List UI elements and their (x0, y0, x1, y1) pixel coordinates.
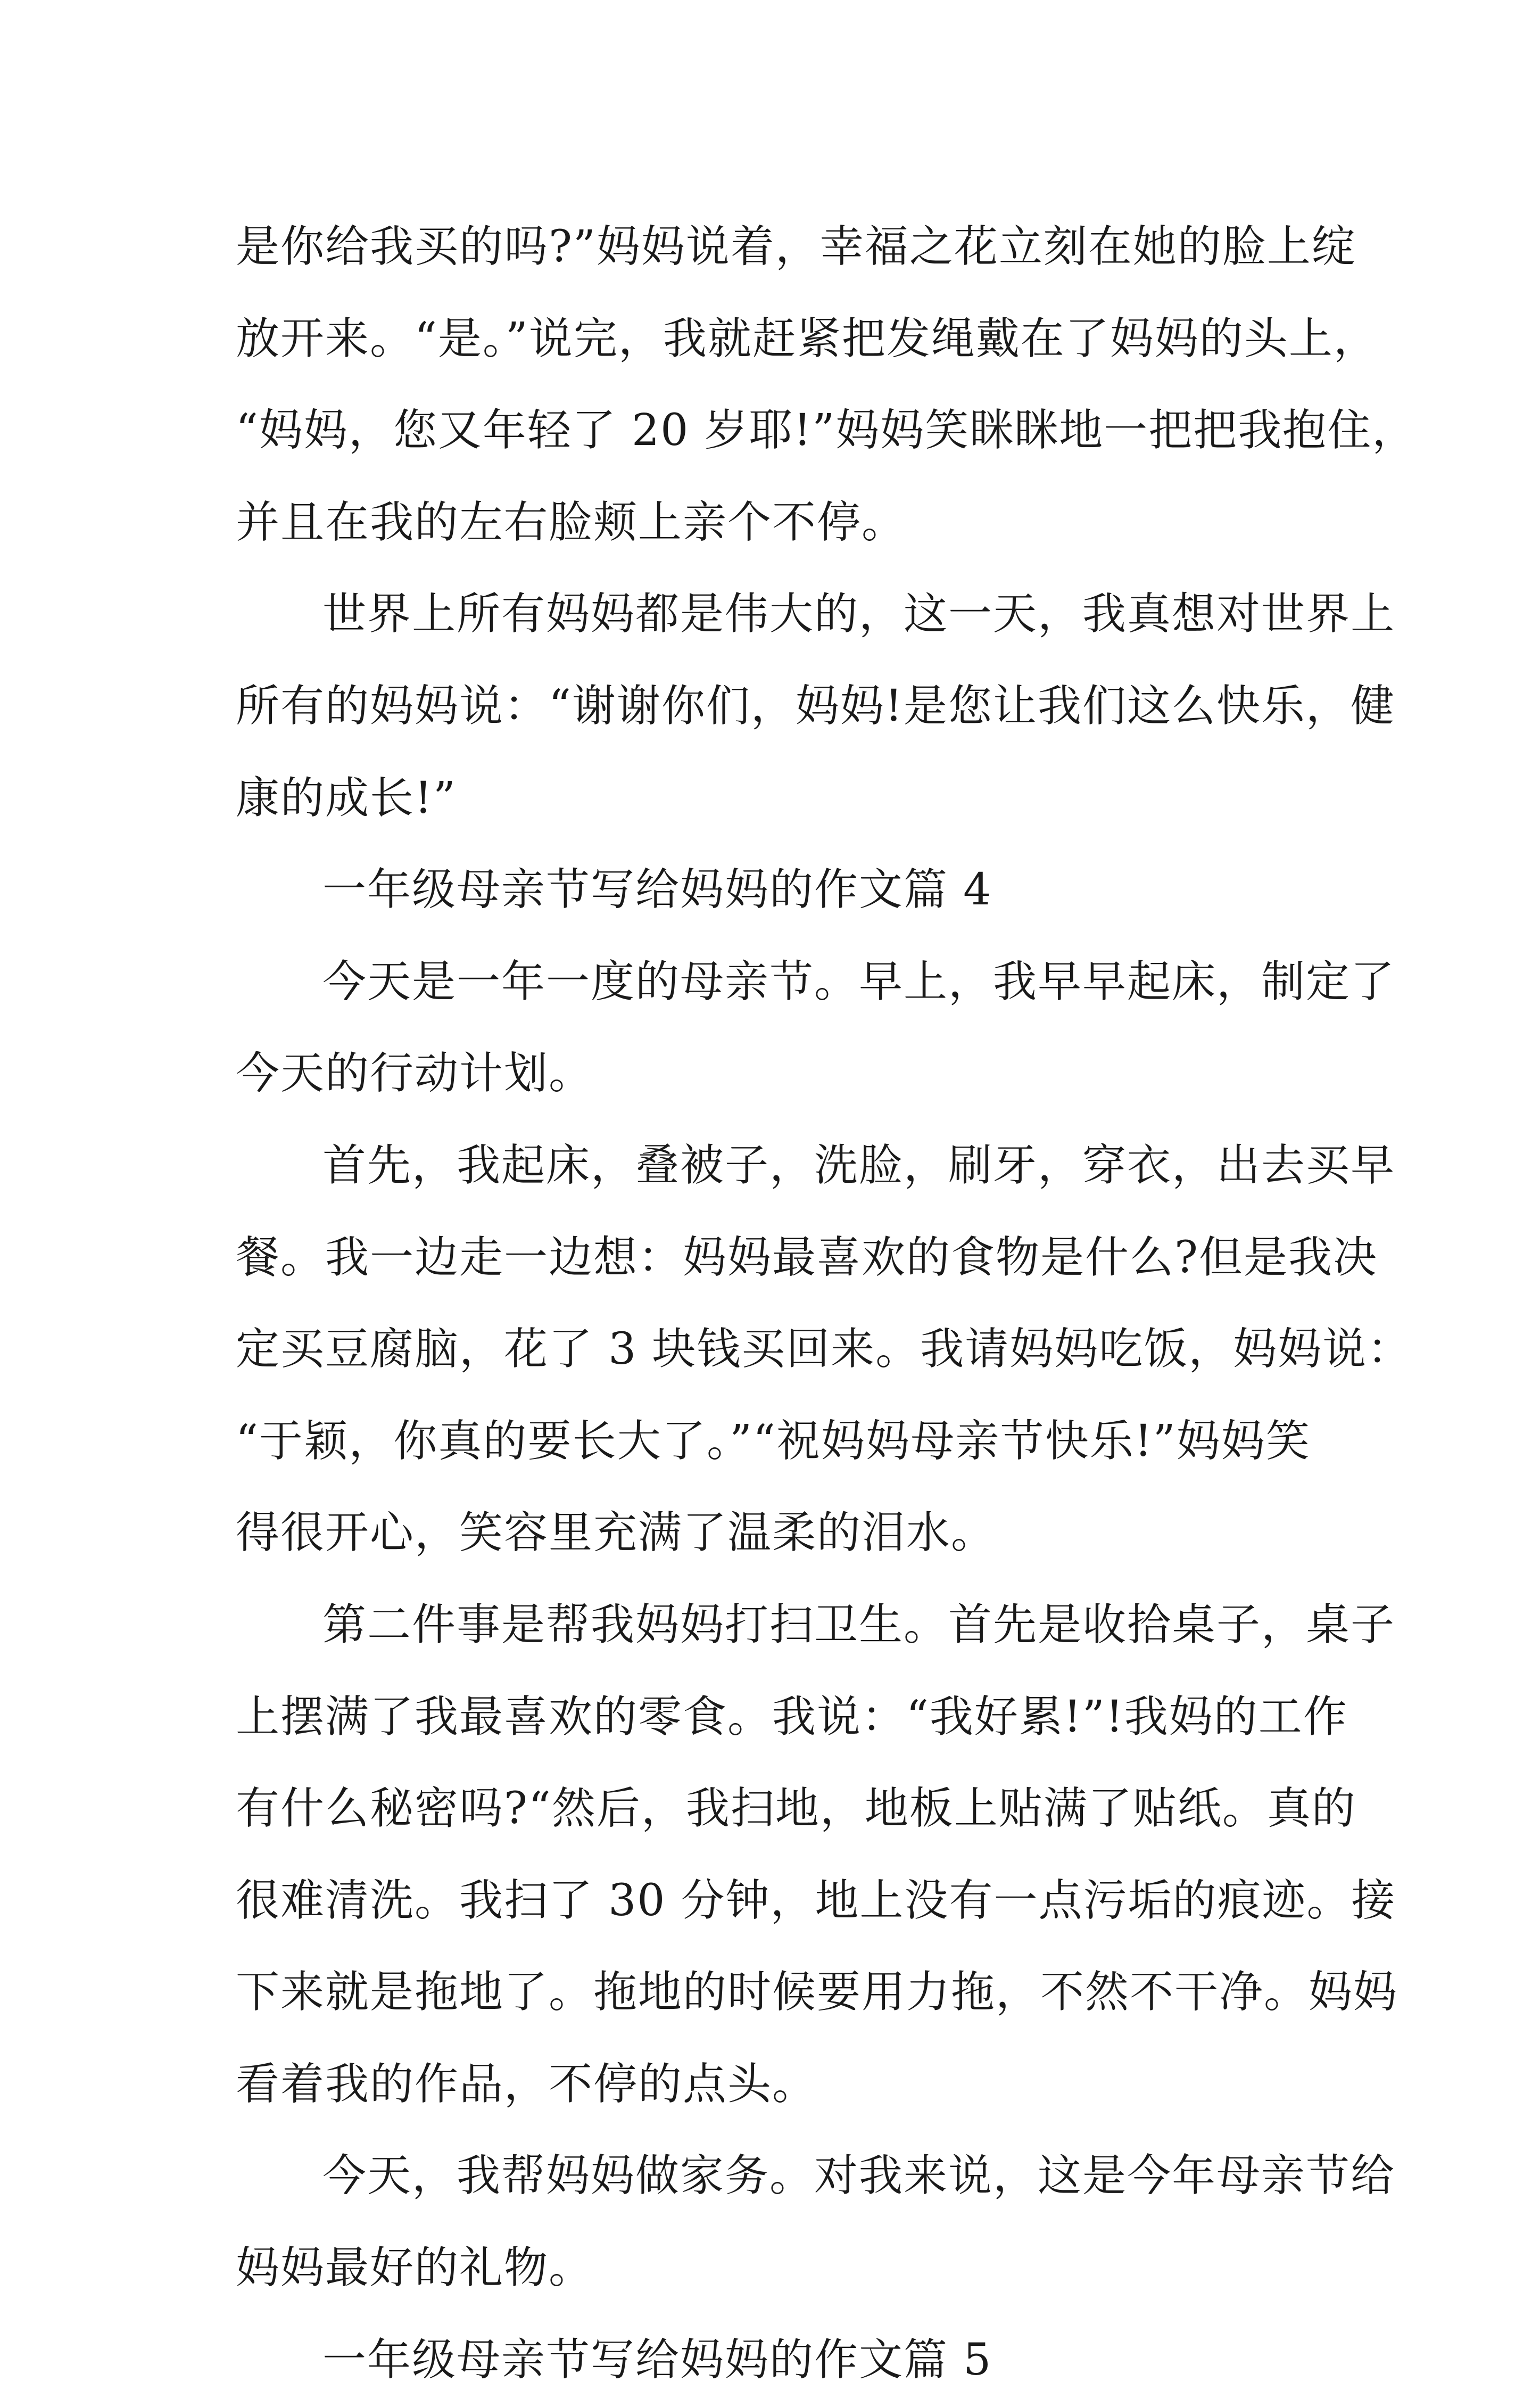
text-line: 定买豆腐脑，花了 3 块钱买回来。我请妈妈吃饭，妈妈说： (236, 1324, 1412, 1375)
text-line: “妈妈，您又年轻了 20 岁耶!”妈妈笑眯眯地一把把我抱住， (236, 405, 1417, 456)
text-line: 所有的妈妈说：“谢谢你们，妈妈!是您让我们这么快乐，健 (236, 680, 1395, 731)
text-line: 有什么秘密吗?“然后，我扫地，地板上贴满了贴纸。真的 (236, 1783, 1356, 1834)
paragraph (236, 568, 1396, 844)
text-line: 是你给我买的吗?”妈妈说着，幸福之花立刻在她的脸上绽 (236, 221, 1356, 272)
text-line: 康的成长!” (236, 772, 457, 823)
text-line: 放开来。“是。”说完，我就赶紧把发绳戴在了妈妈的头上， (236, 313, 1378, 364)
paragraph (236, 1579, 1398, 2131)
text-line: 下来就是拖地了。拖地的时候要用力拖，不然不干净。妈妈 (236, 1967, 1398, 2018)
text-line: 今天，我帮妈妈做家务。对我来说，这是今年母亲节给 (322, 2150, 1396, 2202)
text-line: 首先，我起床，叠被子，洗脸，刷牙，穿衣，出去买早 (322, 1140, 1396, 1191)
text-line: 世界上所有妈妈都是伟大的，这一天，我真想对世界上 (322, 589, 1396, 640)
text-line: 得很开心，笑容里充满了温柔的泪水。 (236, 1507, 996, 1559)
paragraph (236, 1120, 1412, 1579)
text-line: 妈妈最好的礼物。 (236, 2243, 594, 2294)
text-line: 今天的行动计划。 (236, 1048, 594, 1099)
text-line: “于颖，你真的要长大了。”“祝妈妈母亲节快乐!”妈妈笑 (236, 1415, 1311, 1466)
text-column (236, 201, 1417, 2406)
text-line: 上摆满了我最喜欢的零食。我说：“我好累!”!我妈的工作 (236, 1691, 1348, 1742)
heading-text: 一年级母亲节写给妈妈的作文篇 4 (322, 864, 992, 916)
paragraph (236, 201, 1417, 568)
text-line: 很难清洗。我扫了 30 分钟，地上没有一点污垢的痕迹。接 (236, 1875, 1396, 1926)
section-heading (236, 844, 1311, 936)
text-line: 第二件事是帮我妈妈打扫卫生。首先是收拾桌子，桌子 (322, 1599, 1396, 1650)
text-line: 看着我的作品，不停的点头。 (236, 2058, 817, 2110)
text-line: 餐。我一边走一边想：妈妈最喜欢的食物是什么?但是我决 (236, 1232, 1378, 1283)
paragraph (236, 2130, 1396, 2314)
heading-text: 一年级母亲节写给妈妈的作文篇 5 (322, 2334, 992, 2385)
paragraph (236, 936, 1396, 1120)
text-line: 并且在我的左右脸颊上亲个不停。 (236, 497, 907, 548)
section-heading (236, 2314, 1311, 2406)
text-line: 今天是一年一度的母亲节。早上，我早早起床，制定了 (322, 956, 1396, 1007)
